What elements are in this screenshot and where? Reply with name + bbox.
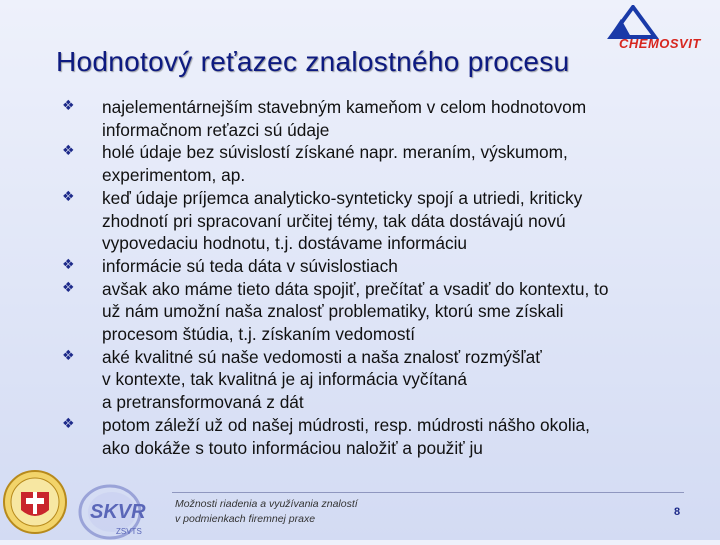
page-number: 8: [674, 506, 681, 518]
bullet-line: holé údaje bez súvislostí získané napr. meraním, výskumom,: [102, 142, 568, 163]
checkmark-arrow-icon: ❖: [62, 98, 75, 114]
logo-text: CHEMOSVIT: [619, 36, 701, 51]
bullet-line: najelementárnejším stavebným kameňom v celom hodnotovom: [102, 97, 587, 117]
bullet-item: [62, 96, 702, 141]
bullet-line: zhodnotí pri spracovaní určitej témy, tak dáta dostávajú novú: [102, 210, 566, 231]
checkmark-arrow-icon: ❖: [62, 256, 75, 273]
bullet-line: vypovedaciu hodnotu, t.j. dostávame informáciu: [102, 233, 468, 254]
bullet-line: už nám umožní naša znalosť problematiky, ktorú sme získali: [102, 301, 564, 322]
checkmark-arrow-icon: ❖: [62, 188, 75, 205]
chemosvit-triangle-icon: [603, 5, 715, 39]
university-crest-icon: [2, 462, 68, 540]
bullet-item: [62, 141, 702, 186]
skvr-logo-text: SKVR: [90, 501, 146, 523]
page-title: Hodnotový reťazec znalostného procesu: [56, 46, 570, 77]
footer-line-2: v podmienkach firemnej praxe: [175, 513, 316, 525]
bullet-item: [62, 414, 702, 459]
footer-divider: [172, 492, 684, 493]
bullet-line: procesom štúdia, t.j. získaním vedomostí: [102, 324, 416, 345]
checkmark-arrow-icon: ❖: [62, 143, 75, 160]
bullet-line: experimentom, ap.: [102, 165, 246, 186]
bullet-item: [62, 346, 702, 414]
bullet-item: [62, 255, 702, 278]
bullet-line: a pretransformovaná z dát: [102, 392, 304, 413]
skvr-logo-subtext: ZSVTS: [116, 527, 142, 536]
bullet-line: potom záleží už od našej múdrosti, resp. múdrosti nášho okolia,: [102, 414, 590, 435]
chemosvit-logo: [603, 5, 715, 51]
bullet-line: informačnom reťazci sú údaje: [102, 119, 330, 140]
bullet-line: ako dokáže s touto informáciou naložiť a použiť ju: [102, 437, 483, 458]
bullet-line: v kontexte, tak kvalitná je aj informácia vyčítaná: [102, 369, 467, 390]
bullet-line: avšak ako máme tieto dáta spojiť, prečítať a vsadiť do kontextu, to: [102, 278, 609, 299]
bullet-line: informácie sú teda dáta v súvislostiach: [102, 255, 398, 276]
footer-caption: [175, 497, 358, 527]
skvr-logo: [76, 478, 156, 540]
checkmark-arrow-icon: ❖: [62, 279, 75, 296]
checkmark-arrow-icon: ❖: [62, 347, 75, 364]
bullet-item: [62, 187, 702, 255]
bullet-line: aké kvalitné sú naše vedomosti a naša znalosť rozmýšľať: [102, 346, 542, 367]
footer-line-1: Možnosti riadenia a využívania znalostí: [175, 498, 358, 510]
bullet-list: [62, 96, 702, 459]
bullet-item: [62, 278, 702, 346]
checkmark-arrow-icon: ❖: [62, 415, 75, 432]
bullet-line: keď údaje príjemca analyticko-synteticky spojí a utriedi, kriticky: [102, 187, 583, 208]
